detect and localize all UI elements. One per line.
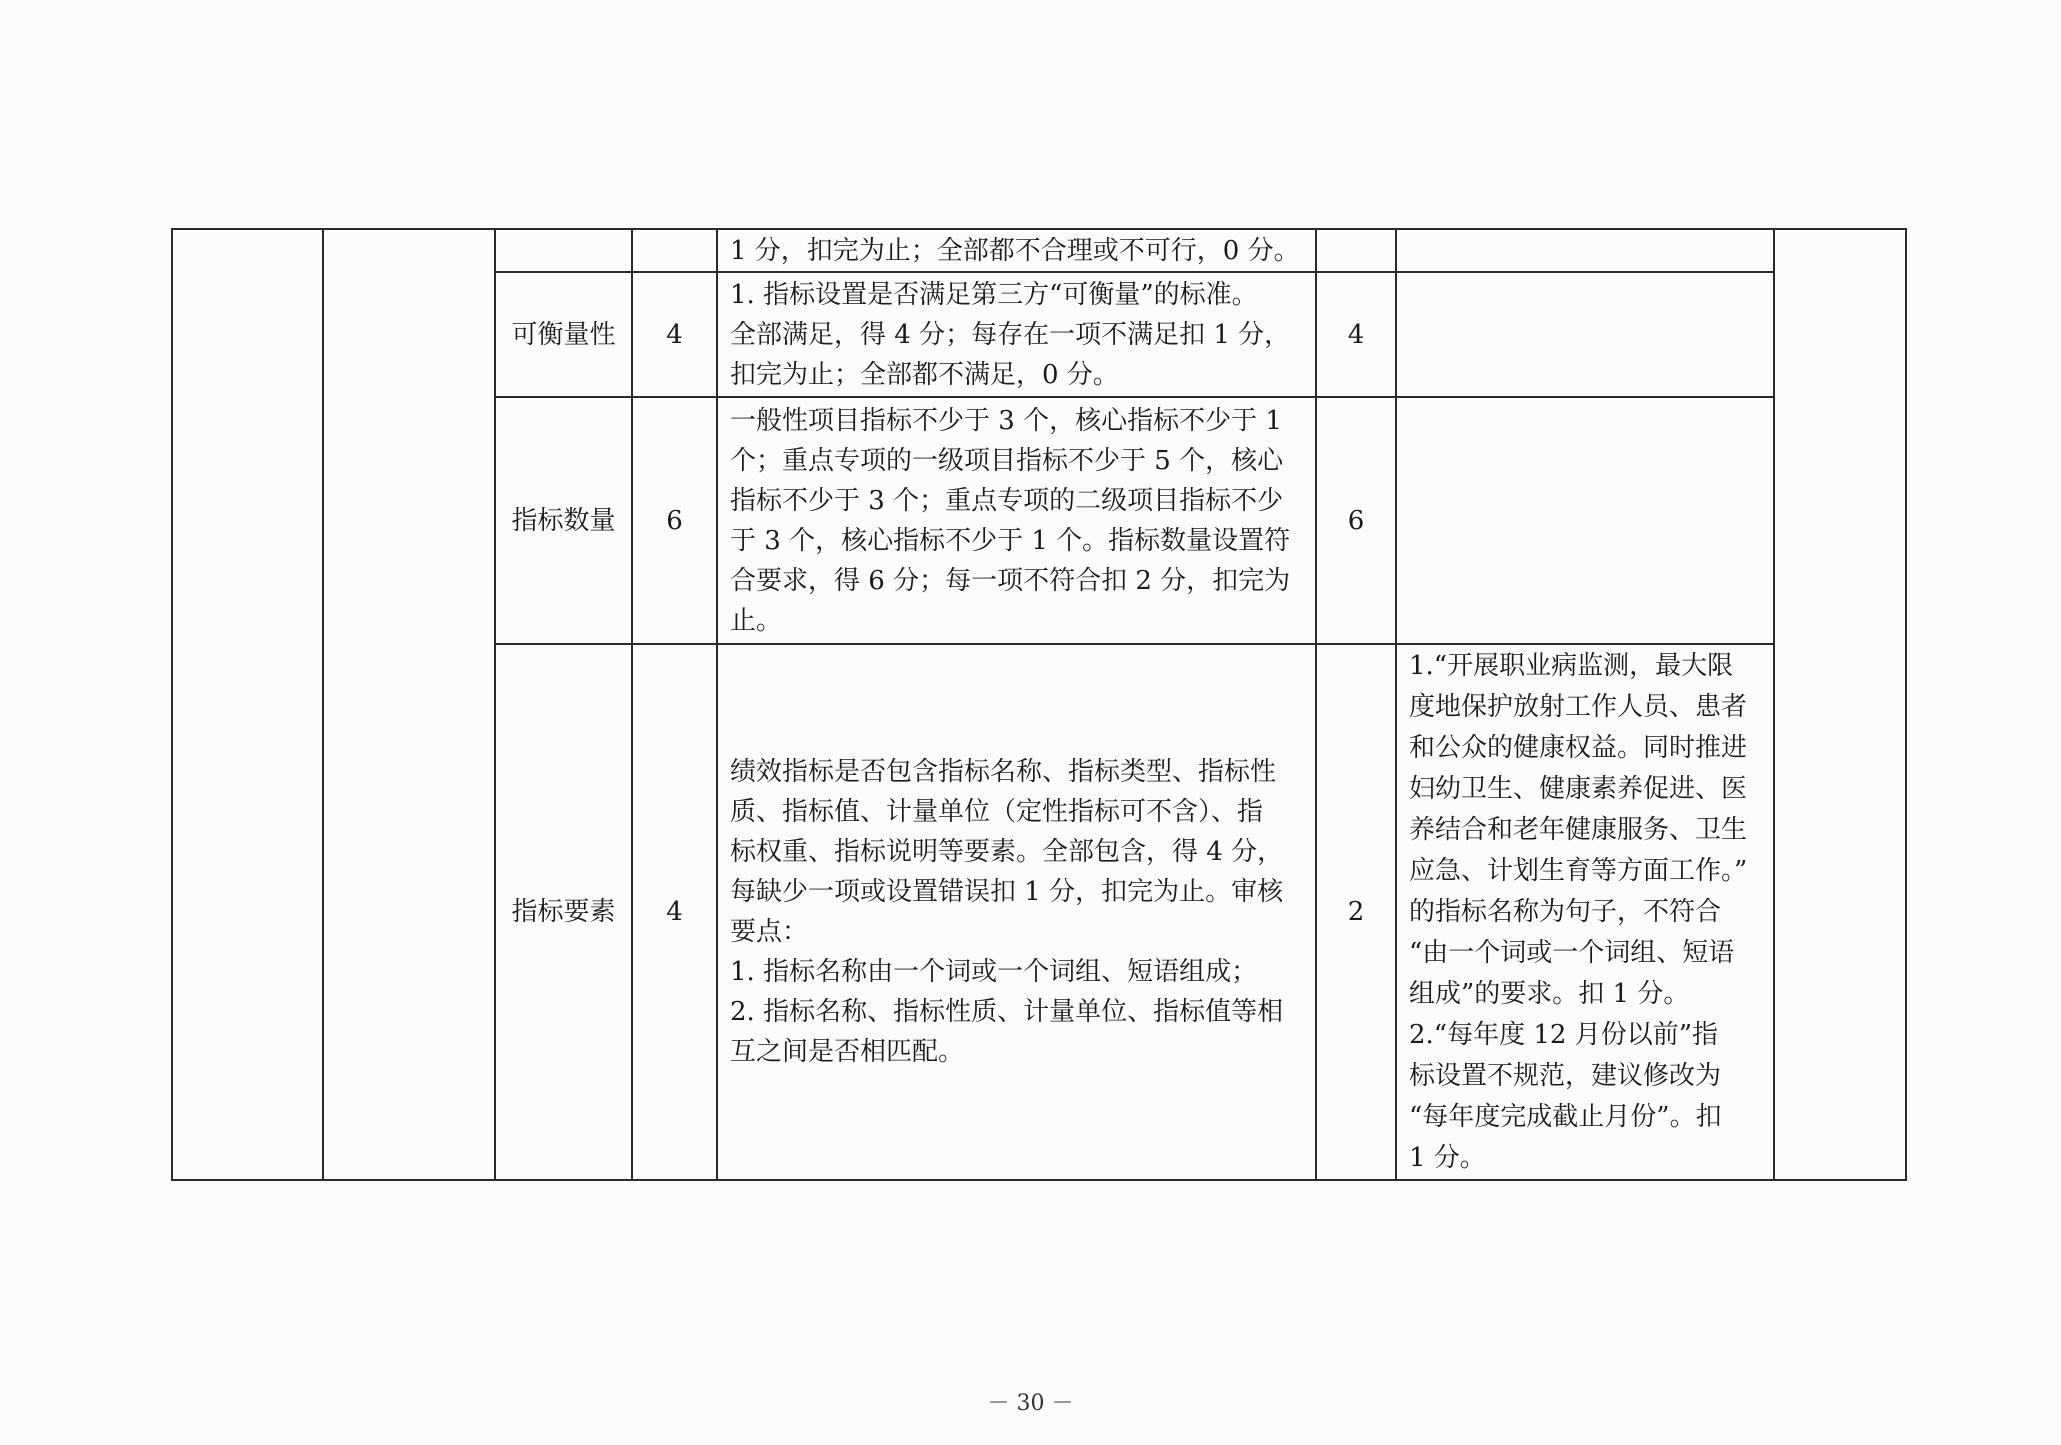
comment-line: 标设置不规范，建议修改为	[1409, 1060, 1722, 1091]
criteria-line: 合要求，得 6 分；每一项不符合扣 2 分，扣完为	[730, 565, 1291, 596]
score-cell	[1316, 229, 1396, 272]
weight-cell: 4	[632, 272, 717, 397]
criteria-line: 2. 指标名称、指标性质、计量单位、指标值等相	[730, 997, 1284, 1027]
criteria-line: 于 3 个，核心指标不少于 1 个。指标数量设置符	[730, 525, 1291, 556]
comment-line: “每年度完成截止月份”。扣	[1409, 1101, 1722, 1132]
weight-cell: 4	[632, 644, 717, 1180]
comment-line: 应急、计划生育等方面工作。”	[1409, 855, 1748, 886]
comment-line: 度地保护放射工作人员、患者	[1409, 691, 1748, 722]
comment-line: 组成”的要求。扣 1 分。	[1409, 978, 1690, 1009]
criteria-line: 止。	[730, 605, 783, 636]
evaluation-table	[171, 228, 1907, 1181]
criteria-line: 一般性项目指标不少于 3 个，核心指标不少于 1	[730, 405, 1282, 436]
criteria-line: 绩效指标是否包含指标名称、指标类型、指标性	[730, 757, 1277, 787]
primary-indicator-cell	[172, 229, 323, 1180]
weight-cell	[632, 229, 717, 272]
tertiary-indicator-cell: 可衡量性	[495, 272, 632, 397]
weight-cell: 6	[632, 397, 717, 644]
comment-line: 的指标名称为句子，不符合	[1409, 896, 1722, 927]
criteria-line: 要点：	[730, 917, 809, 947]
tertiary-indicator-cell: 指标数量	[495, 397, 632, 644]
criteria-line: 质、指标值、计量单位（定性指标可不含）、指	[730, 797, 1264, 827]
criteria-line: 每缺少一项或设置错误扣 1 分，扣完为止。审核	[730, 877, 1284, 907]
criteria-line: 1. 指标名称由一个词或一个词组、短语组成；	[730, 957, 1258, 987]
criteria-line: 1 分，扣完为止；全部都不合理或不可行，0 分。	[730, 235, 1300, 266]
comment-line: 1 分。	[1409, 1142, 1486, 1173]
comment-line: 2.“每年度 12 月份以前”指	[1409, 1019, 1719, 1050]
criteria-line: 标权重、指标说明等要素。全部包含，得 4 分，	[730, 837, 1284, 867]
criteria-cell	[717, 644, 1316, 1180]
criteria-line: 全部满足，得 4 分；每存在一项不满足扣 1 分，	[730, 319, 1291, 350]
table-row	[172, 229, 1906, 272]
score-cell: 4	[1316, 272, 1396, 397]
score-cell: 2	[1316, 644, 1396, 1180]
comment-line: 1.“开展职业病监测，最大限	[1409, 650, 1734, 681]
comment-line: 和公众的健康权益。同时推进	[1409, 732, 1748, 763]
page-number: － 30 －	[987, 1391, 1074, 1416]
tertiary-indicator-cell	[495, 229, 632, 272]
comment-cell	[1396, 644, 1774, 1180]
tertiary-indicator-cell: 指标要素	[495, 644, 632, 1180]
criteria-line: 指标不少于 3 个；重点专项的二级项目指标不少	[730, 485, 1284, 516]
criteria-cell	[717, 229, 1316, 272]
criteria-line: 扣完为止；全部都不满足，0 分。	[730, 359, 1119, 390]
score-cell: 6	[1316, 397, 1396, 644]
comment-line: “由一个词或一个词组、短语	[1409, 937, 1735, 968]
criteria-line: 互之间是否相匹配。	[730, 1037, 965, 1067]
secondary-indicator-cell	[323, 229, 495, 1180]
criteria-line: 1. 指标设置是否满足第三方“可衡量”的标准。	[730, 279, 1258, 310]
criteria-cell	[717, 397, 1316, 644]
comment-cell	[1396, 272, 1774, 397]
comment-cell	[1396, 397, 1774, 644]
remark-cell	[1774, 229, 1906, 1180]
criteria-line: 个；重点专项的一级项目指标不少于 5 个，核心	[730, 445, 1284, 476]
comment-cell	[1396, 229, 1774, 272]
comment-line: 养结合和老年健康服务、卫生	[1409, 814, 1748, 845]
comment-line: 妇幼卫生、健康素养促进、医	[1409, 773, 1748, 804]
criteria-cell	[717, 272, 1316, 397]
